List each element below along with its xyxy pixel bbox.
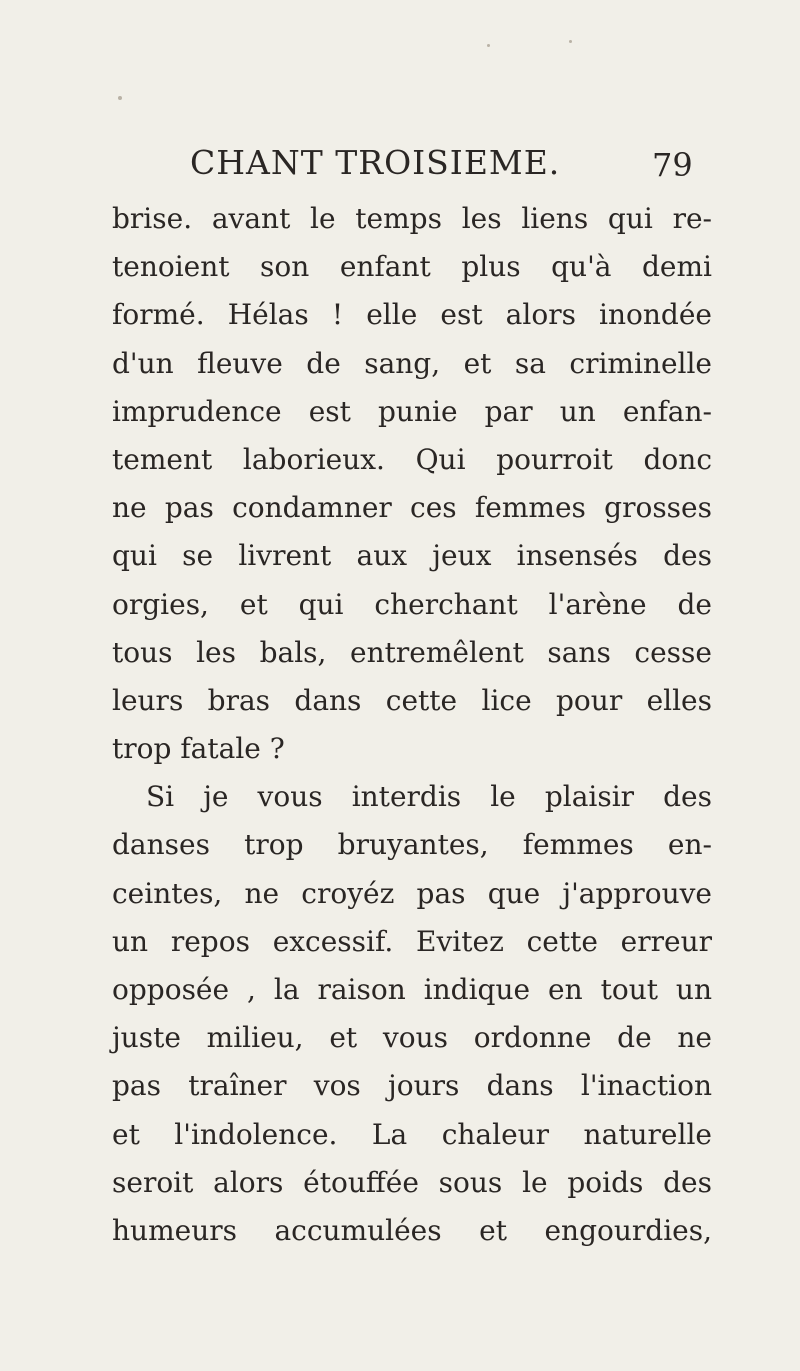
text-line: orgies, et qui cherchant l'arène de: [112, 587, 712, 621]
text-line: leurs bras dans cette lice pour elles: [112, 683, 712, 717]
paragraph-start-line: Si je vous interdis le plaisir des: [146, 780, 712, 814]
text-line: brise. avant le temps les liens qui re-: [112, 202, 712, 235]
page-header: [0, 138, 800, 188]
text-line: tous les bals, entremêlent sans cesse: [112, 635, 712, 669]
text-line: pas traîner vos jours dans l'inaction: [112, 1069, 712, 1103]
text-line: danses trop bruyantes, femmes en-: [112, 828, 712, 862]
text-line: juste milieu, et vous ordonne de ne: [112, 1021, 712, 1055]
text-line: tenoient son enfant plus qu'à demi: [112, 250, 712, 284]
paper-speck: [118, 96, 122, 100]
body-text: [112, 195, 712, 1255]
text-line: imprudence est punie par un enfan-: [112, 394, 712, 428]
text-line: formé. Hélas ! elle est alors inondée: [112, 298, 712, 332]
text-line: seroit alors étouffée sous le poids des: [112, 1165, 712, 1199]
text-line: tement laborieux. Qui pourroit donc: [112, 442, 712, 476]
text-line: et l'indolence. La chaleur naturelle: [112, 1117, 712, 1151]
page-number: 79: [652, 146, 693, 184]
text-line: humeurs accumulées et engourdies,: [112, 1213, 712, 1247]
running-title: CHANT TROISIEME.: [190, 143, 561, 182]
paper-speck: [487, 44, 490, 47]
paragraph-end-line: trop fatale ?: [112, 732, 285, 766]
text-line: qui se livrent aux jeux insensés des: [112, 539, 712, 573]
text-line: ceintes, ne croyéz pas que j'approuve: [112, 876, 712, 910]
paper-speck: [569, 40, 572, 43]
text-line: d'un fleuve de sang, et sa criminelle: [112, 346, 712, 380]
text-line: un repos excessif. Evitez cette erreur: [112, 924, 712, 958]
text-line: opposée , la raison indique en tout un: [112, 973, 712, 1006]
text-line: ne pas condamner ces femmes grosses: [112, 491, 712, 525]
